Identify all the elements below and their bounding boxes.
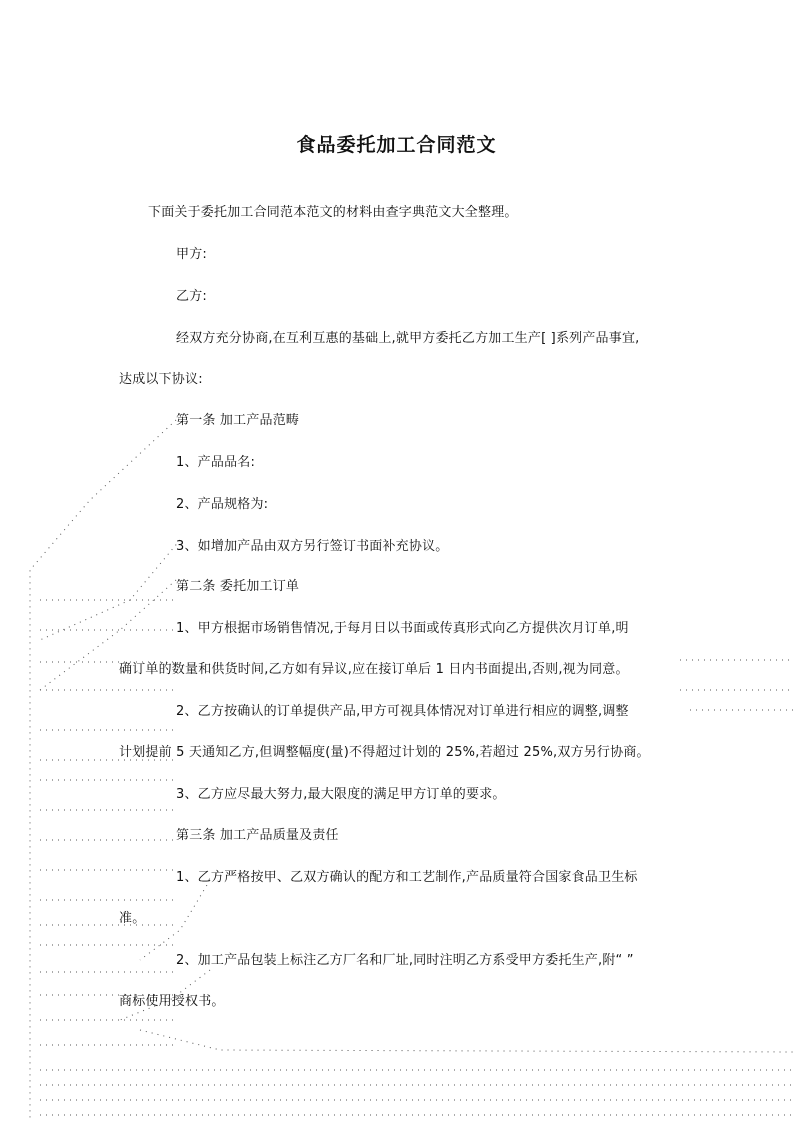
- article-1-item-2: 2、产品规格为:: [176, 497, 269, 512]
- article-2-item-1-line-1: 1、甲方根据市场销售情况,于每月日以书面或传真形式向乙方提供次月订单,明: [176, 621, 629, 636]
- intro-paragraph: 下面关于委托加工合同范本范文的材料由查字典范文大全整理。: [148, 205, 518, 220]
- article-2-item-2-line-1: 2、乙方按确认的订单提供产品,甲方可视具体情况对订单进行相应的调整,调整: [176, 704, 629, 719]
- article-3-heading: 第三条 加工产品质量及责任: [176, 828, 339, 843]
- article-3-item-1-line-2: 准。: [119, 911, 146, 926]
- article-1-heading: 第一条 加工产品范畴: [176, 413, 300, 428]
- article-3-item-1-line-1: 1、乙方严格按甲、乙双方确认的配方和工艺制作,产品质量符合国家食品卫生标: [176, 870, 638, 885]
- article-2-item-3: 3、乙方应尽最大努力,最大限度的满足甲方订单的要求。: [176, 787, 506, 802]
- party-b-line: 乙方:: [176, 289, 207, 304]
- preamble-line-2: 达成以下协议:: [119, 372, 203, 387]
- article-1-item-1: 1、产品品名:: [176, 455, 256, 470]
- article-2-heading: 第二条 委托加工订单: [176, 579, 300, 594]
- article-1-item-3: 3、如增加产品由双方另行签订书面补充协议。: [176, 539, 449, 554]
- preamble-line-1: 经双方充分协商,在互利互惠的基础上,就甲方委托乙方加工生产[ ]系列产品事宜,: [176, 331, 640, 346]
- party-a-line: 甲方:: [176, 247, 207, 262]
- article-3-item-2-line-1: 2、加工产品包装上标注乙方厂名和厂址,同时注明乙方系受甲方委托生产,附“ ”: [176, 953, 634, 968]
- document-title: 食品委托加工合同范文: [296, 134, 497, 156]
- article-2-item-2-line-2: 计划提前 5 天通知乙方,但调整幅度(量)不得超过计划的 25%,若超过 25%,双方另行协商。: [119, 745, 650, 760]
- article-2-item-1-line-2: 确订单的数量和供货时间,乙方如有异议,应在接订单后 1 日内书面提出,否则,视为同意。: [119, 662, 629, 677]
- article-3-item-2-line-2: 商标使用授权书。: [119, 994, 225, 1009]
